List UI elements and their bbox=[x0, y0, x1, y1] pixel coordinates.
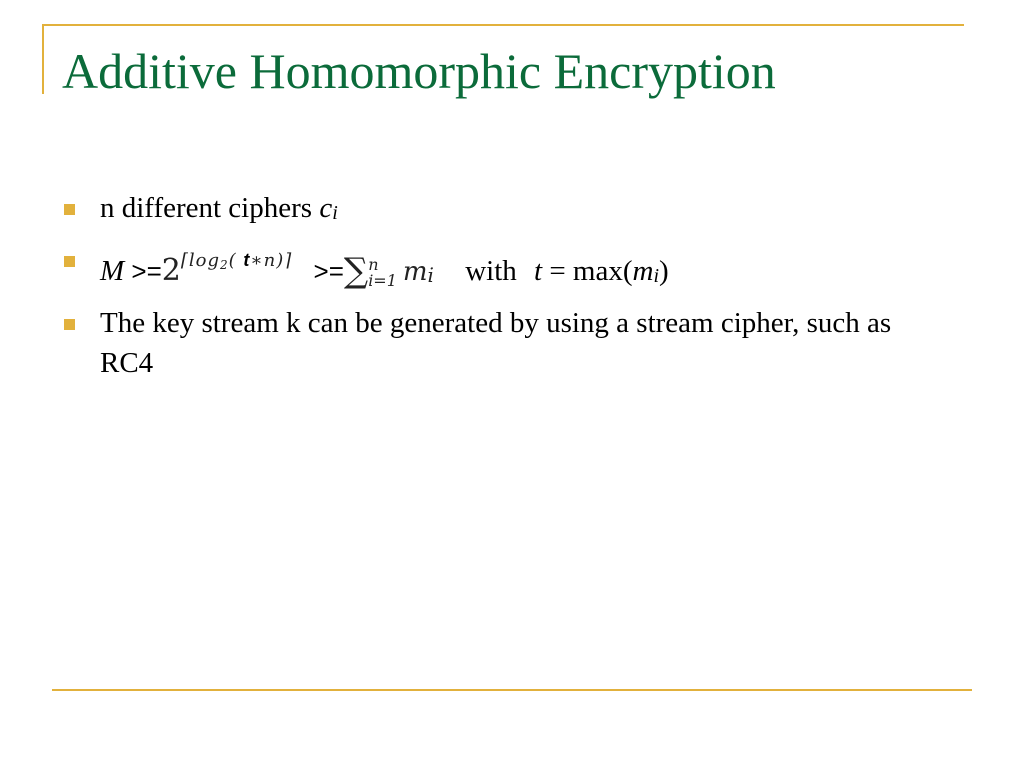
bullet-formula bbox=[62, 240, 942, 296]
cipher-variable: c bbox=[319, 192, 333, 224]
gte-operator: >= bbox=[124, 256, 162, 286]
square-bullet-icon bbox=[64, 256, 75, 267]
cipher-subscript: i bbox=[332, 202, 338, 224]
exponent-log-base: 2 bbox=[220, 258, 229, 272]
top-divider bbox=[42, 24, 964, 26]
sum-term: m bbox=[402, 257, 428, 287]
bullet-list bbox=[62, 188, 942, 390]
sum-icon: ∑ bbox=[343, 251, 369, 291]
sum-limits bbox=[368, 257, 397, 289]
sum-upper: n bbox=[368, 255, 379, 274]
sum-lower: i=1 bbox=[368, 271, 397, 290]
power-expression bbox=[162, 240, 293, 291]
bottom-divider bbox=[52, 689, 972, 691]
bullet-text: n different ciphers bbox=[100, 192, 320, 224]
bullet-key-stream bbox=[62, 303, 942, 383]
sum-expression bbox=[344, 250, 434, 295]
gte-operator-2: >= bbox=[313, 256, 344, 286]
square-bullet-icon bbox=[64, 319, 75, 330]
sum-term-sub: i bbox=[427, 263, 434, 287]
m-variable: m bbox=[632, 255, 654, 287]
exponent bbox=[181, 250, 292, 271]
max-function: = max( bbox=[542, 255, 633, 287]
exponent-t: t bbox=[243, 250, 251, 270]
exponent-rest: ∗n)⌉ bbox=[250, 250, 293, 271]
power-base: 2 bbox=[161, 253, 181, 288]
t-variable: t bbox=[534, 255, 543, 287]
exponent-open: ( bbox=[228, 250, 237, 271]
max-close: ) bbox=[659, 255, 669, 287]
m-subscript: i bbox=[653, 265, 660, 287]
exponent-log: ⌈log bbox=[180, 250, 220, 271]
square-bullet-icon bbox=[64, 204, 75, 215]
bullet-ciphers bbox=[62, 188, 942, 233]
slide-title: Additive Homomorphic Encryption bbox=[62, 43, 776, 99]
left-accent-line bbox=[42, 24, 44, 94]
with-label: with bbox=[465, 255, 517, 287]
bullet-text: The key stream k can be generated by using a stream cipher, such as RC4 bbox=[100, 307, 892, 379]
modulus-variable: M bbox=[100, 255, 125, 287]
